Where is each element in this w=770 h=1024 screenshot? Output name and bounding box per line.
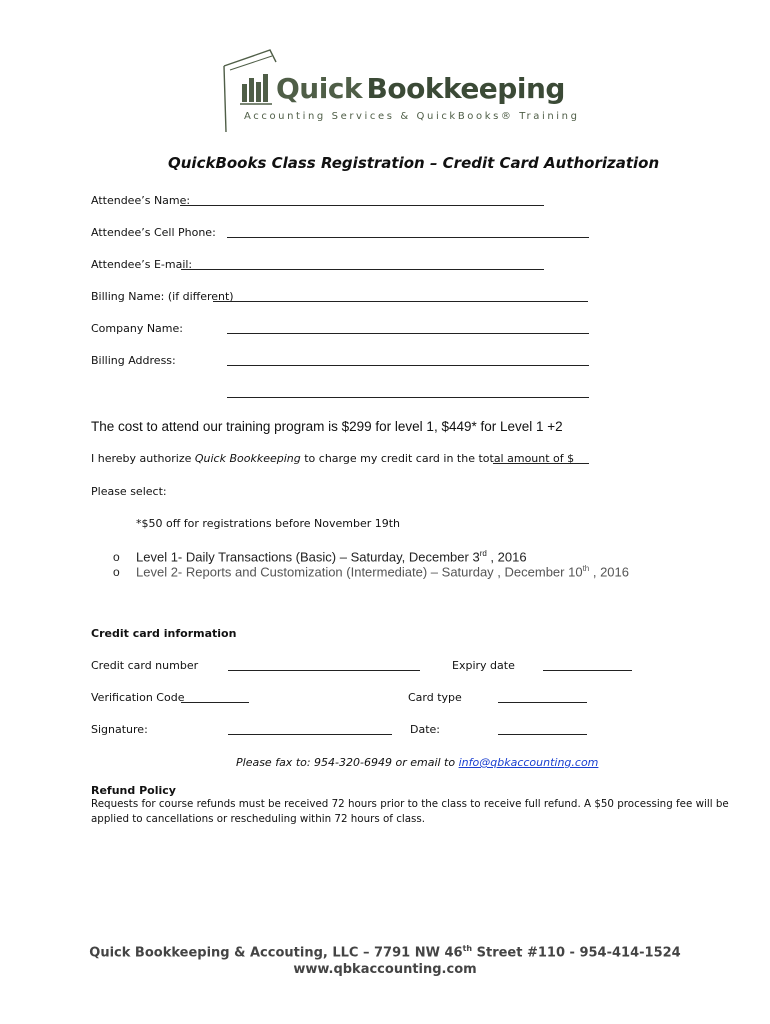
billing-name-label: Billing Name: (if different) <box>91 290 234 303</box>
radio-circle-icon[interactable]: o <box>113 550 120 565</box>
signature-label: Signature: <box>91 723 148 736</box>
billing-address-label: Billing Address: <box>91 354 176 367</box>
logo-tagline: Accounting Services & QuickBooks® Training <box>244 111 580 122</box>
level-1-tail: , 2016 <box>486 549 527 565</box>
email-field[interactable] <box>181 269 544 270</box>
cell-phone-label: Attendee’s Cell Phone: <box>91 226 216 239</box>
refund-line-1: Requests for course refunds must be received 72 hours prior to the class to receive full refund. A $50 processing fee will be <box>91 798 729 810</box>
authorize-suffix: to charge my credit card in the total amount of $ <box>300 452 575 465</box>
credit-card-heading: Credit card information <box>91 627 237 640</box>
billing-name-field[interactable] <box>213 301 588 302</box>
card-type-field[interactable] <box>498 702 587 703</box>
card-type-label: Card type <box>408 691 462 704</box>
footer-website: www.qbkaccounting.com <box>293 962 477 977</box>
card-number-label: Credit card number <box>91 659 199 672</box>
page-title: QuickBooks Class Registration – Credit Card Authorization <box>168 154 660 172</box>
company-name-field[interactable] <box>227 333 589 334</box>
level-2-sup: th <box>582 564 590 573</box>
expiry-label: Expiry date <box>452 659 515 672</box>
level-2-text: Level 2- Reports and Customization (Intermediate) – Saturday , December 10 <box>136 564 583 580</box>
level-1-text: Level 1- Daily Transactions (Basic) – Saturday, December 3 <box>136 549 480 565</box>
company-name-label: Company Name: <box>91 322 183 335</box>
footer-address <box>0 944 770 960</box>
billing-address-field-1[interactable] <box>227 365 589 366</box>
date-field[interactable] <box>498 734 587 735</box>
level-1-sup: rd <box>479 549 487 558</box>
cost-text: The cost to attend our training program is $299 for level 1, $449* for Level 1 +2 <box>91 419 563 434</box>
please-select-label: Please select: <box>91 485 167 498</box>
fax-prefix: Please fax to: 954-320-6949 or email to <box>236 756 459 769</box>
attendee-name-field[interactable] <box>180 205 544 206</box>
refund-heading: Refund Policy <box>91 784 176 797</box>
logo-word-quick: Quick <box>276 72 363 105</box>
authorize-prefix: I hereby authorize <box>91 452 195 465</box>
radio-circle-icon[interactable]: o <box>113 565 120 580</box>
refund-line-2: applied to cancellations or rescheduling within 72 hours of class. <box>91 813 426 825</box>
date-label: Date: <box>410 723 440 736</box>
signature-field[interactable] <box>228 734 392 735</box>
billing-address-field-2[interactable] <box>227 397 589 398</box>
verification-label: Verification Code <box>91 691 185 704</box>
email-label: Attendee’s E-mail: <box>91 258 193 271</box>
level-2-tail: , 2016 <box>589 564 629 580</box>
footer-line1-pre: Quick Bookkeeping & Accouting, LLC – 7791 NW 46 <box>89 945 463 961</box>
email-link[interactable]: info@qbkaccounting.com <box>458 756 599 769</box>
amount-field[interactable] <box>493 463 589 464</box>
fax-line <box>236 756 598 769</box>
cell-phone-field[interactable] <box>227 237 589 238</box>
discount-note: *$50 off for registrations before November 19th <box>136 517 401 530</box>
logo-word-bookkeeping: Bookkeeping <box>366 72 565 105</box>
card-number-field[interactable] <box>228 670 420 671</box>
expiry-field[interactable] <box>543 670 632 671</box>
authorize-company: Quick Bookkeeping <box>194 452 301 465</box>
level-2-option[interactable] <box>113 564 629 579</box>
footer-line1-sup: th <box>462 944 473 953</box>
verification-field[interactable] <box>181 702 249 703</box>
attendee-name-label: Attendee’s Name: <box>91 194 191 207</box>
level-1-option[interactable] <box>113 549 527 564</box>
footer-line1-post: Street #110 - 954-414-1524 <box>472 945 681 961</box>
